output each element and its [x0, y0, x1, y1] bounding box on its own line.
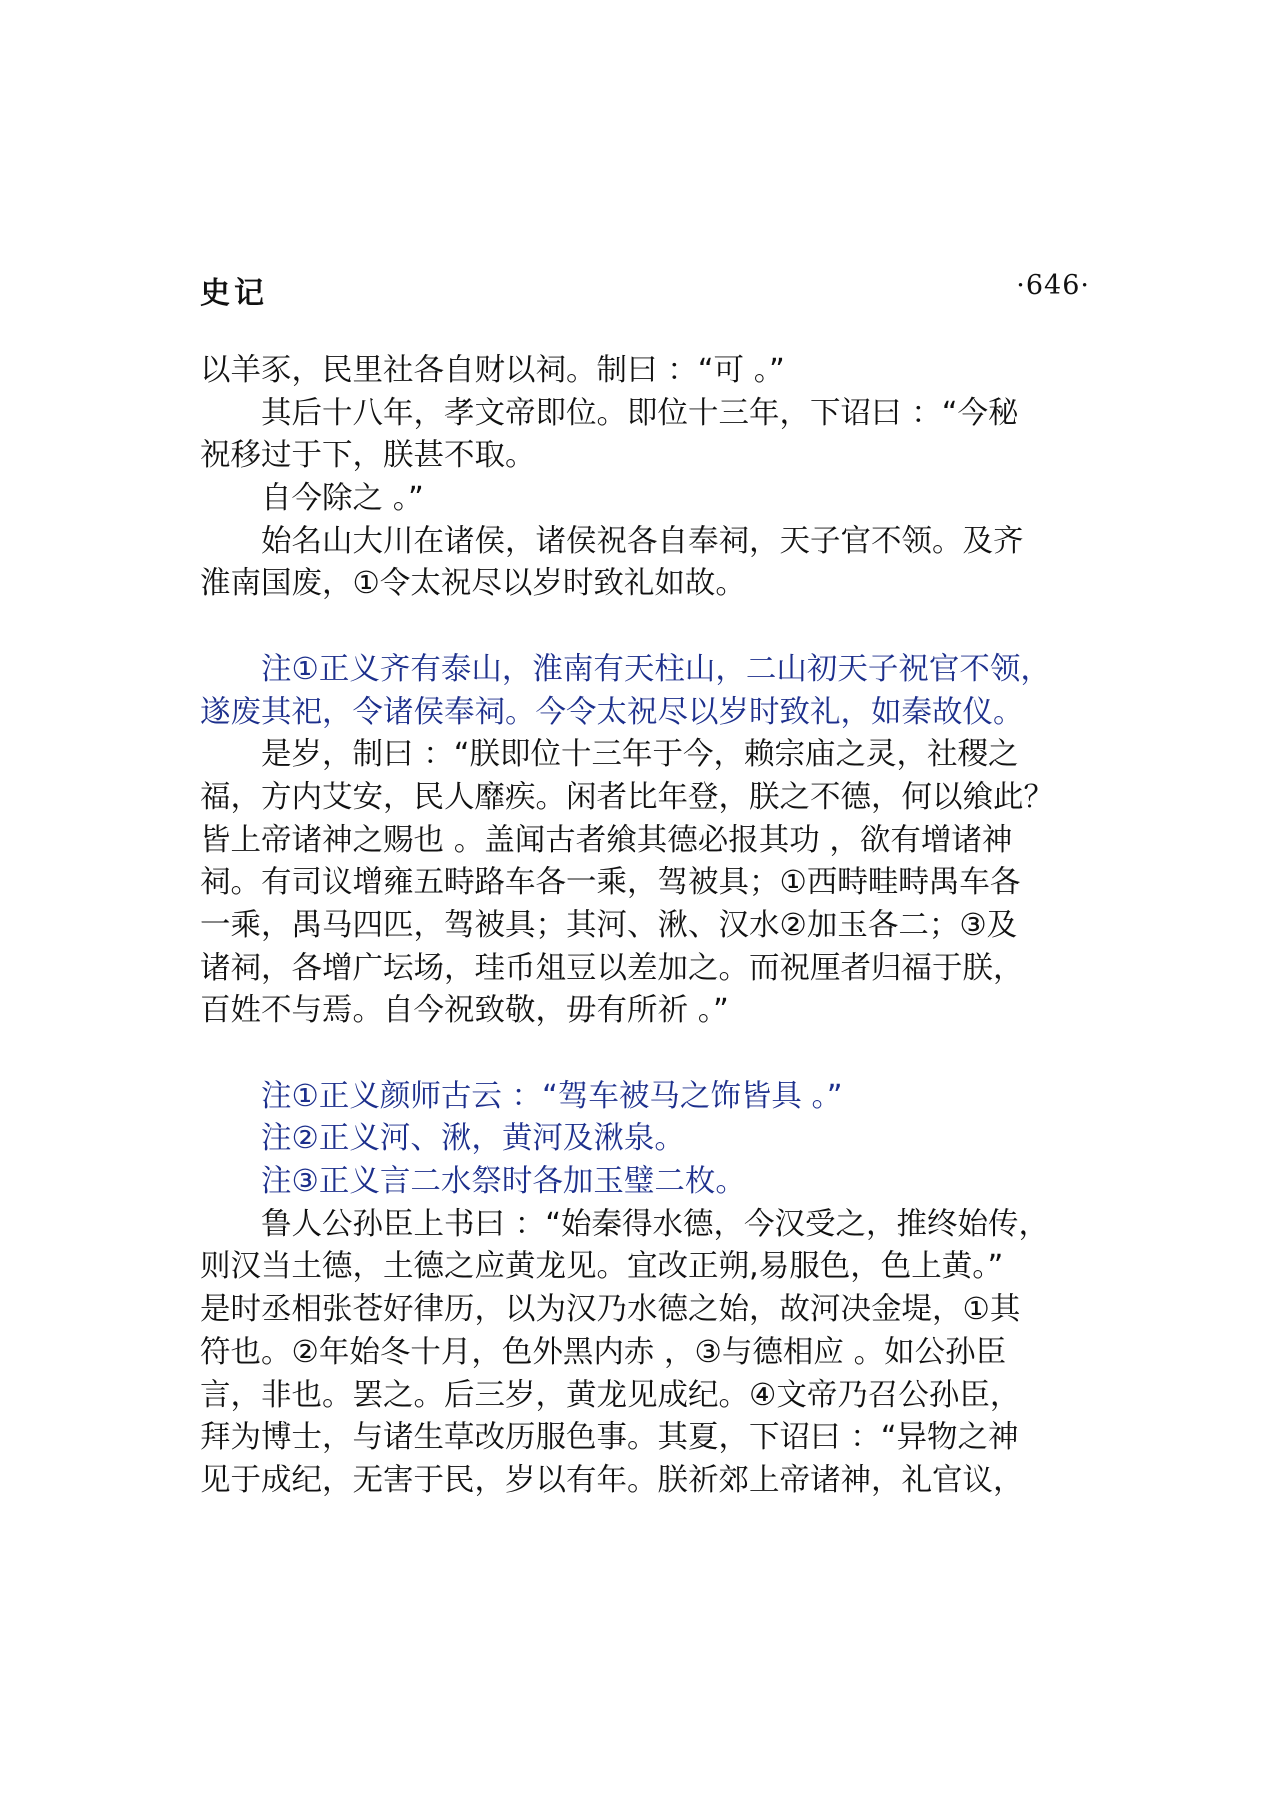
text-line: 拜为博士，与诸生草改历服色事。其夏，下诏曰 ：“异物之神: [200, 1420, 1019, 1456]
text-line: 其后十八年，孝文帝即位。即位十三年，下诏曰 ：“今秘: [261, 395, 1019, 431]
body-text: [200, 350, 1096, 1503]
text-line: 鲁人公孙臣上书曰 ：“始秦得水德，今汉受之，推终始传，: [261, 1206, 1049, 1242]
text-line: 符也。②年始冬十月，色外黑内赤 ，③与德相应 。如公孙臣: [200, 1334, 1007, 1370]
text-line: 一乘，禺马四匹，驾被具；其河、湫、汉水②加玉各二；③及: [200, 907, 1018, 943]
text-line: 淮南国废，①令太祝尽以岁时致礼如故。: [200, 566, 746, 602]
paragraph-gap: [200, 1033, 1096, 1076]
annotation-line: 注②正义河、湫，黄河及湫泉。: [261, 1121, 685, 1157]
text-line: 皆上帝诸神之赐也 。盖闻古者飨其德必报其功 ，欲有增诸神: [200, 822, 1013, 858]
text-line: 诸祠，各增广坛场，珪币俎豆以差加之。而祝厘者归福于朕，: [200, 950, 1024, 986]
text-line: 祝移过于下，朕甚不取。: [200, 438, 536, 474]
page-number: ·646·: [1016, 270, 1090, 301]
text-line: 自今除之 。”: [261, 481, 424, 517]
text-line: 祠。有司议增雍五畤路车各一乘，驾被具；①西畤畦畤禺车各: [200, 865, 1021, 901]
annotation-line: 遂废其祀，令诸侯奉祠。今令太祝尽以岁时致礼，如秦故仪。: [200, 694, 1024, 730]
text-line: 福，方内艾安，民人靡疾。闲者比年登，朕之不德，何以飨此？: [200, 779, 1054, 815]
text-line: 则汉当土德，土德之应黄龙见。宜改正朔,易服色，色上黄。”: [200, 1249, 1004, 1285]
book-title: 史记: [200, 276, 268, 311]
text-line: 以羊豕，民里社各自财以祠。制曰 ：“可 。”: [200, 353, 785, 388]
paragraph-gap: [200, 606, 1096, 649]
running-header: [200, 268, 1090, 312]
annotation-line: 注①正义颜师古云 ：“驾车被马之饰皆具 。”: [261, 1078, 843, 1114]
annotation-line: 注①正义齐有泰山，淮南有天柱山，二山初天子祝官不领，: [261, 651, 1051, 687]
text-line: 始名山大川在诸侯，诸侯祝各自奉祠，天子官不领。及齐: [261, 523, 1024, 559]
text-line: 是时丞相张苍好律历，以为汉乃水德之始，故河决金堤，①其: [200, 1292, 1021, 1328]
text-line: 是岁，制曰 ：“朕即位十三年于今，赖宗庙之灵，社稷之: [261, 737, 1019, 773]
annotation-line: 注③正义言二水祭时各加玉璧二枚。: [261, 1164, 746, 1200]
text-line: 百姓不与焉。自今祝致敬，毋有所祈 。”: [200, 993, 729, 1029]
text-line: 见于成纪，无害于民，岁以有年。朕祈郊上帝诸神，礼官议，: [200, 1462, 1024, 1498]
text-line: 言，非也。罢之。后三岁，黄龙见成纪。④文帝乃召公孙臣，: [200, 1377, 1021, 1413]
